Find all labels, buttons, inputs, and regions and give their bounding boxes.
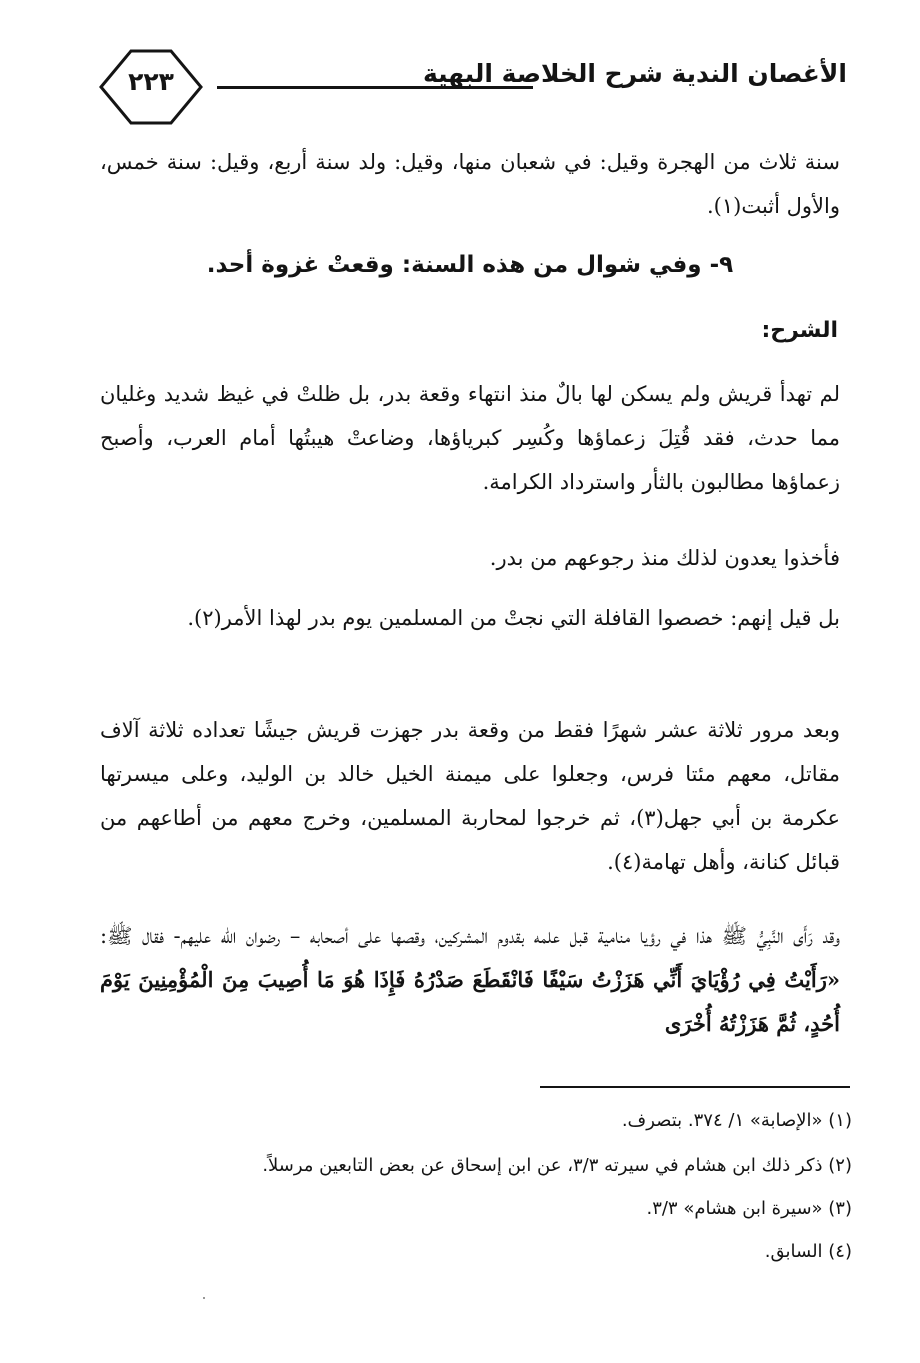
paragraph-caravan: بل قيل إنهم: خصصوا القافلة التي نجتْ من المسلمين يوم بدر لهذا الأمر(٢).	[187, 606, 840, 630]
book-title: الأغصان الندية شرح الخلاصة البهية	[422, 59, 847, 88]
footnote-separator	[540, 1086, 850, 1088]
page-number-frame	[95, 46, 207, 128]
section-heading: ٩- وفي شوال من هذه السنة: وقعتْ غزوة أحد.	[206, 252, 734, 278]
hadith-quote: «رَأَيْتُ فِي رُؤْيَايَ أَنِّي هَزَزْتُ سَيْفًا فَانْقَطَعَ صَدْرُهُ فَإِذَا هُوَ مَا أُصِيبَ مِنَ الْمُؤْمِنِينَ يَوْمَ أُحُدٍ، ثُمَّ هَزَزْتُهُ أُخْرَى	[100, 967, 840, 1036]
footnote-4: (٤) السابق.	[764, 1241, 852, 1262]
footnote-1: (١) «الإصابة» ١/ ٣٧٤. بتصرف.	[621, 1110, 852, 1131]
paragraph-dream	[100, 914, 840, 1046]
footnote-2: (٢) ذكر ذلك ابن هشام في سيرته ٣/٣، عن ابن إسحاق عن بعض التابعين مرسلاً.	[262, 1155, 852, 1176]
paragraph-preparation: فأخذوا يعدون لذلك منذ رجوعهم من بدر.	[489, 546, 840, 570]
scan-speck	[203, 1297, 205, 1299]
paragraph-quraysh: لم تهدأ قريش ولم يسكن لها بالٌ منذ انتهاء وقعة بدر، بل ظلتْ في غيظ شديد وغليان مما حدث، فقد قُتِلَ زعماؤها وكُسِر كبرياؤها، وضاعتْ هيبتُها أمام العرب، وأصبح زعماؤها مطالبون بالثأر واسترداد الكرامة.	[100, 382, 840, 494]
paragraph-birth-date: سنة ثلاث من الهجرة وقيل: في شعبان منها، وقيل: ولد سنة أربع، وقيل: سنة خمس، والأول أثبت(١).	[100, 150, 840, 218]
page-number: ٢٢٣	[128, 67, 174, 96]
commentary-label: الشرح:	[761, 318, 838, 343]
dream-intro: وقد رَأَى النَّبِيُّ ﷺ هذا في رؤيا منامية قبل علمه بقدوم المشركين، وقصها على أصحابه – رضوان الله عليهم- فقال ﷺ:	[100, 924, 840, 948]
footnote-3: (٣) «سيرة ابن هشام» ٣/٣.	[646, 1198, 852, 1219]
paragraph-army: وبعد مرور ثلاثة عشر شهرًا فقط من وقعة بدر جهزت قريش جيشًا تعداده ثلاثة آلاف مقاتل، معهم مئتا فرس، وجعلوا على ميمنة الخيل خالد بن الوليد، وعلى ميسرتها عكرمة بن أبي جهل(٣)، ثم خرجوا لمحاربة المسلمين، وخرج معهم من أطاعهم من قبائل كنانة، وأهل تهامة(٤).	[100, 718, 840, 874]
page-header	[95, 46, 847, 128]
